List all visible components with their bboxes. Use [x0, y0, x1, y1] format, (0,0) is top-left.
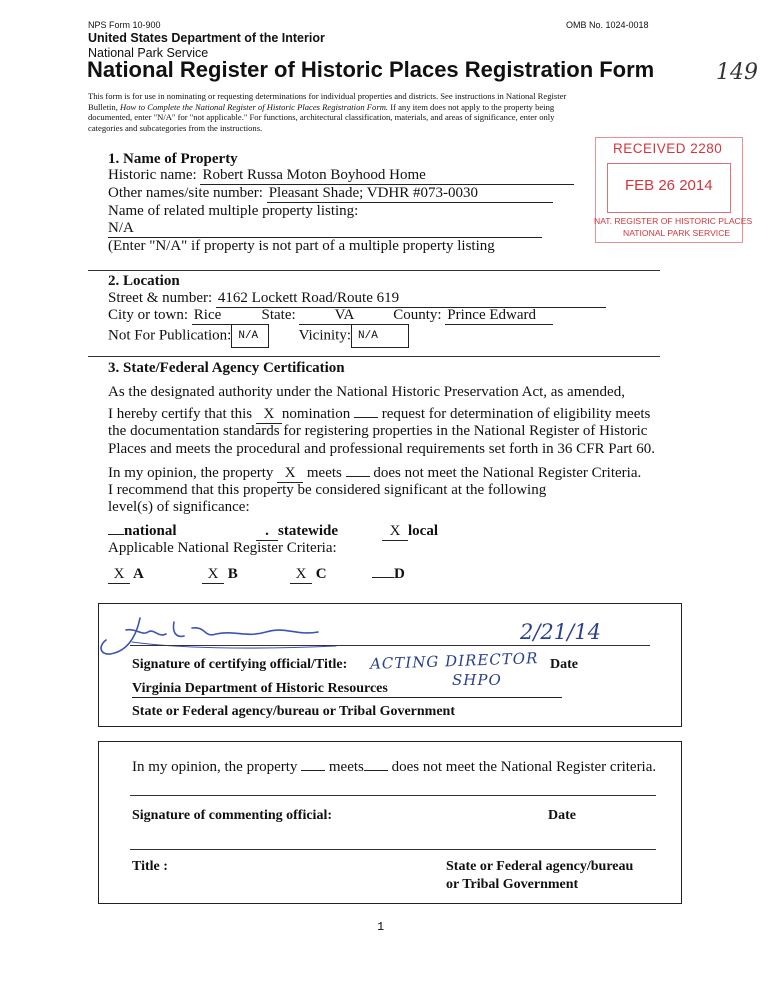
- commenting-agency-line1: State or Federal agency/bureau: [446, 859, 634, 874]
- criterion-letter: A: [132, 566, 144, 582]
- certify-text: I hereby certify that this: [108, 406, 253, 422]
- commenting-date-label: Date: [548, 808, 576, 823]
- bulletin-title: How to Complete the National Register of Historic Places Registration Form.: [120, 101, 389, 112]
- criterion-mark[interactable]: X: [290, 565, 312, 584]
- agency-handwritten: SHPO: [452, 671, 502, 689]
- level-label: national: [124, 523, 177, 539]
- commenting-title-label: Title :: [132, 859, 168, 874]
- instructions: [88, 91, 688, 133]
- criteria-row: [108, 565, 428, 583]
- related-row: [108, 219, 542, 238]
- commenting-agency-line2: or Tribal Government: [446, 877, 579, 892]
- nomination-mark[interactable]: X: [256, 405, 282, 424]
- signature-line: [130, 645, 650, 646]
- local-mark[interactable]: X: [382, 522, 408, 541]
- section-divider: [88, 270, 660, 271]
- county-label: County:: [393, 307, 442, 323]
- stamp-received: RECEIVED 2280: [613, 141, 723, 156]
- nfp-label: Not For Publication:: [108, 327, 232, 344]
- department-name: United States Department of the Interior: [88, 31, 325, 45]
- recommend-line: level(s) of significance:: [108, 499, 250, 515]
- city-label: City or town:: [108, 307, 189, 323]
- commenting-not-meets-mark[interactable]: [364, 770, 388, 771]
- historic-name-label: Historic name:: [108, 167, 197, 183]
- instructions-text: If any item does not apply to the property being: [388, 101, 555, 112]
- vicinity-label: Vicinity:: [298, 327, 352, 344]
- historic-name-row: [108, 166, 574, 185]
- other-names-field[interactable]: Pleasant Shade; VDHR #073-0030: [267, 184, 553, 203]
- criterion-mark[interactable]: X: [108, 565, 130, 584]
- criteria-label: Applicable National Register Criteria:: [108, 540, 337, 556]
- instructions-line: This form is for use in nominating or requesting determinations for individual properties and districts. See instructions in National Register: [88, 91, 567, 101]
- commenting-opinion-row: [132, 758, 656, 776]
- instructions-line: categories and subcategories from the instructions.: [88, 122, 263, 133]
- certifying-sig-label: Signature of certifying official/Title:: [132, 657, 348, 672]
- county-field[interactable]: Prince Edward: [445, 306, 553, 325]
- commenting-signature-line[interactable]: [130, 795, 656, 796]
- level-local: [382, 522, 438, 541]
- page-number: 1: [377, 920, 385, 934]
- recommend-line: I recommend that this property be considered significant at the following: [108, 482, 547, 498]
- criterion-c: [290, 565, 327, 584]
- level-national: [108, 522, 177, 540]
- related-field[interactable]: N/A: [108, 219, 542, 238]
- stamp-date: FEB 26 2014: [625, 177, 713, 194]
- form-title: National Register of Historic Places Registration Form: [87, 57, 655, 82]
- certify-text: nomination: [281, 406, 351, 422]
- related-label: Name of related multiple property listing:: [108, 203, 359, 219]
- city-field[interactable]: Rice: [192, 306, 258, 325]
- opinion-text: meets: [306, 465, 342, 481]
- opinion-text: In my opinion, the property: [108, 465, 274, 481]
- criterion-letter: C: [315, 566, 327, 582]
- agency-field[interactable]: Virginia Department of Historic Resources: [132, 680, 562, 698]
- criterion-mark[interactable]: X: [202, 565, 224, 584]
- criterion-b: [202, 565, 238, 584]
- agency-label: State or Federal agency/bureau or Tribal Government: [132, 704, 456, 719]
- other-names-row: [108, 184, 553, 203]
- opinion-text: In my opinion, the property: [132, 759, 298, 775]
- opinion-text: does not meet the National Register Criteria.: [373, 465, 642, 481]
- request-mark[interactable]: [354, 417, 378, 418]
- not-meets-mark[interactable]: [346, 476, 370, 477]
- certify-line: the documentation standards for registering properties in the National Register of Historic: [108, 423, 648, 439]
- related-note: (Enter "N/A" if property is not part of a multiple property listing: [108, 238, 495, 254]
- service-name: National Park Service: [88, 46, 209, 60]
- state-label: State:: [261, 307, 296, 323]
- commenting-sig-label: Signature of commenting official:: [132, 808, 332, 823]
- meets-mark[interactable]: X: [277, 464, 303, 483]
- commenting-title-line[interactable]: [130, 849, 656, 850]
- certifying-date-label: Date: [550, 657, 578, 672]
- opinion-text: meets: [328, 759, 364, 775]
- authority-statement: As the designated authority under the National Historic Preservation Act, as amended,: [108, 384, 625, 400]
- instructions-line: [88, 102, 688, 113]
- omb-number: OMB No. 1024-0018: [566, 20, 649, 30]
- section3-heading: 3. State/Federal Agency Certification: [108, 360, 345, 376]
- publication-row: [108, 324, 409, 348]
- instructions-text: Bulletin,: [88, 101, 120, 112]
- section2-heading: 2. Location: [108, 273, 180, 289]
- handwritten-page-number: 149: [716, 60, 758, 85]
- state-field[interactable]: VA: [299, 306, 389, 325]
- vicinity-field[interactable]: N/A: [351, 324, 409, 348]
- criterion-letter: B: [227, 566, 238, 582]
- other-names-label: Other names/site number:: [108, 185, 263, 201]
- form-number: NPS Form 10-900: [88, 20, 161, 30]
- criterion-a: [108, 565, 144, 584]
- certifying-title-handwritten: ACTING DIRECTOR: [369, 649, 539, 673]
- received-stamp: [594, 137, 753, 243]
- level-label: statewide: [278, 523, 338, 539]
- street-field[interactable]: 4162 Lockett Road/Route 619: [216, 289, 606, 308]
- stamp-line2: NATIONAL PARK SERVICE: [623, 228, 731, 238]
- certifying-date-handwritten: 2/21/14: [520, 620, 601, 644]
- criterion-mark[interactable]: [372, 577, 394, 578]
- street-label: Street & number:: [108, 290, 213, 306]
- city-row: [108, 306, 553, 325]
- certify-line: Places and meets the procedural and professional requirements set forth in 36 CFR Part 60.: [108, 441, 655, 457]
- certify-text: request for determination of eligibility meets: [381, 406, 651, 422]
- criterion-letter: D: [394, 566, 405, 582]
- opinion-text: does not meet the National Register criteria.: [391, 759, 657, 775]
- statewide-mark[interactable]: .: [256, 522, 278, 541]
- national-mark[interactable]: [108, 534, 124, 535]
- section1-heading: 1. Name of Property: [108, 151, 238, 167]
- stamp-line1: NAT. REGISTER OF HISTORIC PLACES: [594, 216, 753, 226]
- commenting-meets-mark[interactable]: [301, 770, 325, 771]
- criterion-d: [372, 565, 405, 583]
- section-divider: [88, 356, 660, 357]
- level-label: local: [408, 523, 438, 539]
- nfp-field[interactable]: N/A: [231, 324, 269, 348]
- historic-name-field[interactable]: Robert Russa Moton Boyhood Home: [200, 166, 574, 185]
- instructions-line: documented, enter "N/A" for "not applicable." For functions, architectural classification, materials, and areas of significance, enter only: [88, 112, 555, 123]
